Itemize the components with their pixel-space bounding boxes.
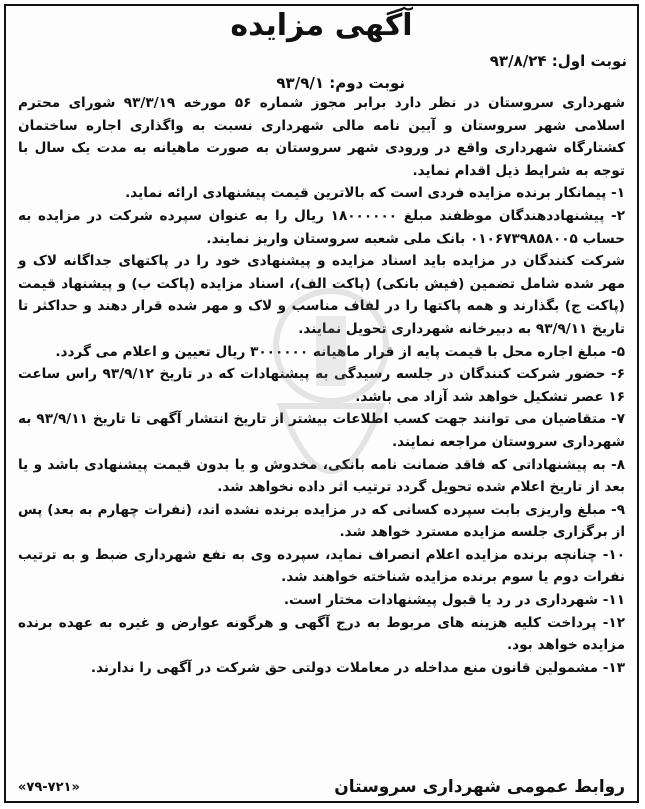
notice-body (18, 92, 625, 773)
notice-intro: شهرداری سروستان در نظر دارد برابر مجوز شماره ۵۶ مورخه ۹۳/۳/۱۹ شورای محترم اسلامی شهر سروستان و آیین نامه مالی شهرداری نسبت به واگذاری اجاره ساختمان کشتارگاه شهرداری واقع در ورودی شهر سروستان به صورت ماهیانه به مدت یک سال با توجه به شرایط ذیل اقدام نماید. (18, 95, 625, 179)
notice-item: شرکت کنندگان در مزایده باید اسناد مزایده و پیشنهادی خود را در پاکتهای جداگانه لاک و مهر شده شامل تضمین (فیش بانکی) (پاکت الف)، اسناد مزایده (پاکت ب) و پیشنهاد قیمت (پاکت ج) بگذارند و همه پاکتها را در لفاف مناسب و لاک و مهر شده قرار دهند و حداکثر تا تاریخ ۹۳/۹/۱۱ به دبیرخانه شهرداری تحویل نمایند. (18, 253, 625, 337)
notice-item: ۱۲- پرداخت کلیه هزینه های مربوط به درج آگهی و هرگونه عوارض و غیره به عهده برنده مزایده خواهد بود. (18, 614, 625, 654)
notice-item: ۷- متقاضیان می توانند جهت کسب اطلاعات بیشتر از تاریخ انتشار آگهی تا تاریخ ۹۳/۹/۱۱ به شهرداری سروستان مراجعه نمایند. (18, 411, 625, 450)
notice-item: ۹- مبلغ واریزی بابت سپرده کسانی که در مزایده برنده نشده اند، (نفرات چهارم به بعد) پس از برگزاری جلسه مزایده مسترد خواهد شد. (18, 501, 625, 541)
notice-signature: روابط عمومی شهرداری سروستان (334, 777, 625, 797)
notice-item: ۱۰- چنانچه برنده مزایده اعلام انصراف نماید، سپرده وی به نفع شهرداری ضبط و به ترتیب نفرات دوم یا سوم برنده مزایده شناخته خواهند شد. (18, 546, 625, 586)
notice-item: ۱۳- مشمولین قانون منع مداخله در معاملات دولتی حق شرکت در آگهی را ندارند. (90, 659, 625, 676)
notice-title: آگهی مزایده (230, 8, 413, 43)
notice-frame (4, 4, 639, 803)
notice-footer (18, 773, 625, 797)
notice-item: ۱۱- شهرداری در رد یا قبول پیشنهادات مختار است. (283, 592, 625, 609)
second-round-date: نوبت دوم: ۹۳/۹/۱ (276, 74, 405, 92)
notice-code: «۷۹-۷۲۱» (18, 780, 80, 795)
notice-item: ۶- حضور شرکت کنندگان در جلسه رسیدگی به پیشنهادات که در تاریخ ۹۳/۹/۱۲ راس ساعت ۱۶ عصر تشکیل خواهد شد آزاد می باشد. (18, 366, 625, 405)
first-round-date: نوبت اول: ۹۳/۸/۲۴ (489, 52, 627, 70)
notice-item: ۸- به پیشنهاداتی که فاقد ضمانت نامه بانکی، مخدوش و یا بدون قیمت پیشنهادی باشد و یا بعد از تاریخ اعلام شده تحویل گردد ترتیب اثر داده نخواهد شد. (18, 456, 625, 496)
notice-item: ۵- مبلغ اجاره محل با قیمت پایه از قرار ماهیانه ۳۰۰۰۰۰۰ ریال تعیین و اعلام می گردد. (55, 343, 625, 360)
notice-item: ۱- پیمانکار برنده مزایده فردی است که بالاترین قیمت پیشنهادی ارائه نماید. (125, 185, 625, 202)
notice-item: ۲- پیشنهاددهندگان موظفند مبلغ ۱۸۰۰۰۰۰۰ ریال را به عنوان سپرده شرکت در مزایده به حساب ۰۱۰۶۷۳۹۸۵۸۰۰۵ بانک ملی شعبه سروستان واریز نمایند. (18, 207, 625, 247)
